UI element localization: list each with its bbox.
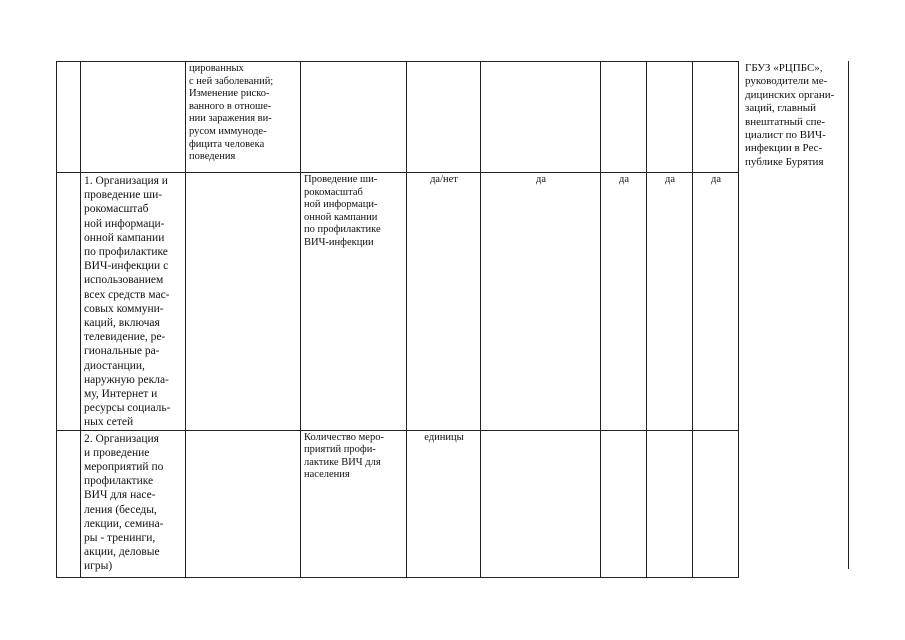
activity-cell: 1. Организация и проведение ши- рокомасштаб ной информаци- онной кампании по профилактике ВИЧ-инфекции с использованием всех средств мас- совых коммуни- каций, включая телевидение, ре- гиональные ра- диостанции, наружную рекла- му, Интернет и ресурсы социаль- ных сетей <box>81 173 186 431</box>
value-cell <box>481 62 601 173</box>
program-table <box>56 61 739 578</box>
expected-result-cell <box>186 430 301 577</box>
indicator-cell: Количество меро- приятий профи- лактике ВИЧ для населения <box>301 430 407 577</box>
unit-cell: единицы <box>407 430 481 577</box>
value-cell: да <box>481 173 601 431</box>
table-row <box>57 173 739 431</box>
activity-cell <box>81 62 186 173</box>
activity-cell: 2. Организация и проведение мероприятий по профилактике ВИЧ для насе- ления (беседы, лекции, семина- ры - тренинги, акции, деловые игры) <box>81 430 186 577</box>
indicator-cell: Проведение ши- рокомасштаб ной информаци- онной кампании по профилактике ВИЧ-инфекции <box>301 173 407 431</box>
indicator-cell <box>301 62 407 173</box>
year-cell <box>647 62 693 173</box>
year-cell <box>693 62 739 173</box>
table-row <box>57 430 739 577</box>
responsible-executors-cell: ГБУЗ «РЦПБС», руководители ме- дицинских органи- заций, главный внештатный спе- циалист по ВИЧ- инфекции в Рес- публике Бурятия <box>741 61 849 569</box>
year-cell <box>693 430 739 577</box>
year-cell <box>601 62 647 173</box>
unit-cell <box>407 62 481 173</box>
year-cell <box>601 430 647 577</box>
value-cell <box>481 430 601 577</box>
year-cell <box>647 430 693 577</box>
expected-result-cell: цированных с ней заболеваний; Изменение риско- ванного в отноше- нии заражения ви- русом иммуноде- фицита человека поведения <box>186 62 301 173</box>
year-cell: да <box>601 173 647 431</box>
row-number-cell <box>57 173 81 431</box>
year-cell: да <box>647 173 693 431</box>
table-row <box>57 62 739 173</box>
unit-cell: да/нет <box>407 173 481 431</box>
row-number-cell <box>57 62 81 173</box>
year-cell: да <box>693 173 739 431</box>
row-number-cell <box>57 430 81 577</box>
expected-result-cell <box>186 173 301 431</box>
